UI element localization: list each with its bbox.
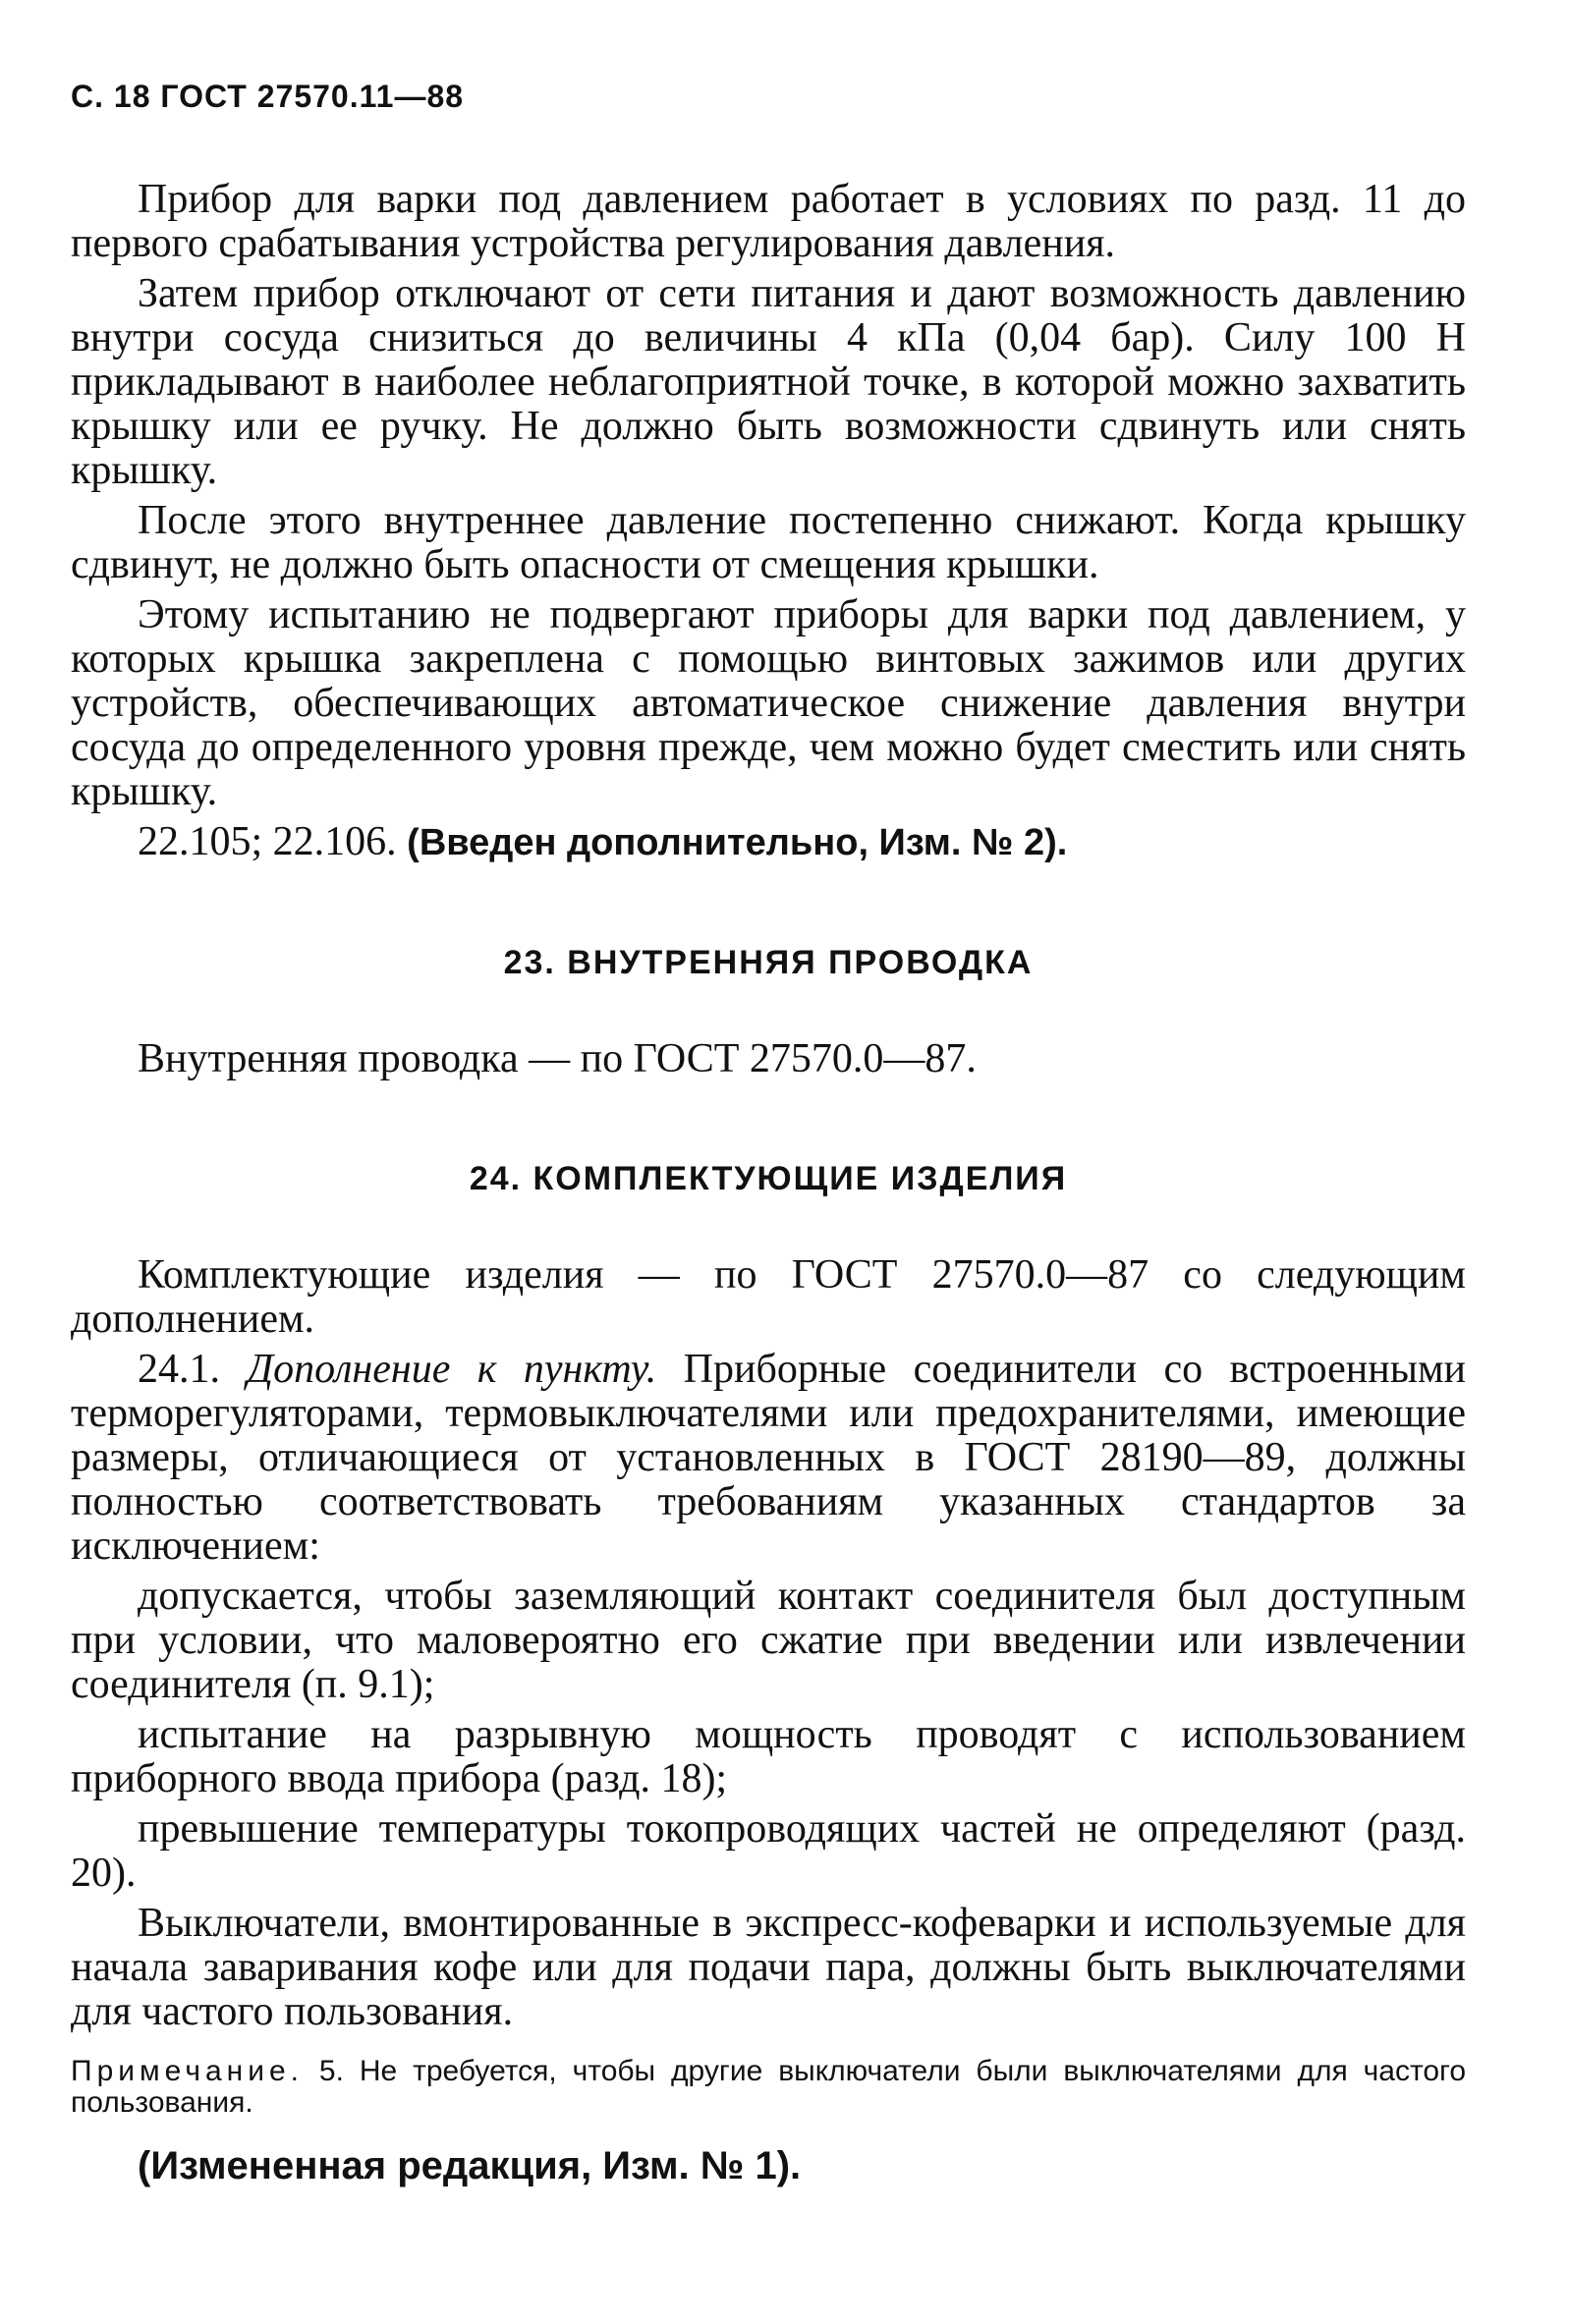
paragraph-pressure-reduction: После этого внутреннее давление постепенно снижают. Когда крышку сдвинут, не должно быть опасности от смещения крышки. (71, 498, 1466, 587)
paragraph-lid-force-test: Затем прибор отключают от сети питания и дают возможность давлению внутри сосуда снизиться до величины 4 кПа (0,04 бар). Силу 100 Н прикладывают в наиболее неблагоприятной точке, в которой можно захватить крышку или ее ручку. Не должно быть возможности сдвинуть или снять крышку. (71, 271, 1466, 493)
exception-breaking-capacity: испытание на разрывную мощность проводят с использованием приборного ввода прибора (разд. 18); (71, 1712, 1466, 1801)
exception-temperature-rise: превышение температуры токопроводящих частей не определяют (разд. 20). (71, 1806, 1466, 1896)
paragraph-pressure-cooker-test: Прибор для варки под давлением работает в условиях по разд. 11 до первого срабатывания устройства регулирования давления. (71, 177, 1466, 266)
item-24-1-heading: Дополнение к пункту. (247, 1347, 657, 1392)
note (71, 2056, 1466, 2119)
amendment-note: (Введен дополнительно, Изм. № 2). (407, 822, 1068, 863)
reference-line (71, 820, 1466, 865)
reference-numbers: 22.105; 22.106. (138, 819, 408, 864)
paragraph-test-exemption: Этому испытанию не подвергают приборы для варки под давлением, у которых крышка закреплена с помощью винтовых зажимов или других устройств, обеспечивающих автоматическое снижение давления внутри сосуда до определенного уровня прежде, чем можно будет сместить или снять крышку. (71, 592, 1466, 814)
final-amendment-note: (Измененная редакция, Изм. № 1). (138, 2144, 802, 2187)
section-23-text: Внутренняя проводка — по ГОСТ 27570.0—87. (138, 1036, 977, 1081)
section-24-title: 24. КОМПЛЕКТУЮЩИЕ ИЗДЕЛИЯ (469, 1160, 1068, 1197)
section-24-intro: Комплектующие изделия — по ГОСТ 27570.0—87 со следующим дополнением. (71, 1252, 1466, 1342)
section-23-title: 23. ВНУТРЕННЯЯ ПРОВОДКА (503, 944, 1034, 981)
item-24-1-number: 24.1. (138, 1347, 248, 1392)
exception-grounding-contact: допускается, чтобы заземляющий контакт соединителя был доступным при условии, что маловероятно его сжатие при введении или извлечении соединителя (п. 9.1); (71, 1574, 1466, 1707)
item-24-1 (71, 1348, 1466, 1569)
page-header: С. 18 ГОСТ 27570.11—88 (71, 79, 465, 114)
item-24-1-text: Приборные соединители со встроенными терморегуляторами, термовыключателями или предохранителями, имеющие размеры, отличающиеся от установленных в ГОСТ 28190—89, должны полностью соответствовать требованиям указанных стандартов за исключением: (71, 1347, 1466, 1569)
paragraph-coffee-switches: Выключатели, вмонтированные в экспресс-кофеварки и используемые для начала заваривания кофе или для подачи пара, должны быть выключателями для частого пользования. (71, 1901, 1466, 2034)
document-page (71, 79, 1466, 2188)
note-text: 5. Не требуется, чтобы другие выключатели были выключателями для частого пользования. (71, 2055, 1466, 2119)
note-label: Примечание. (71, 2055, 304, 2087)
